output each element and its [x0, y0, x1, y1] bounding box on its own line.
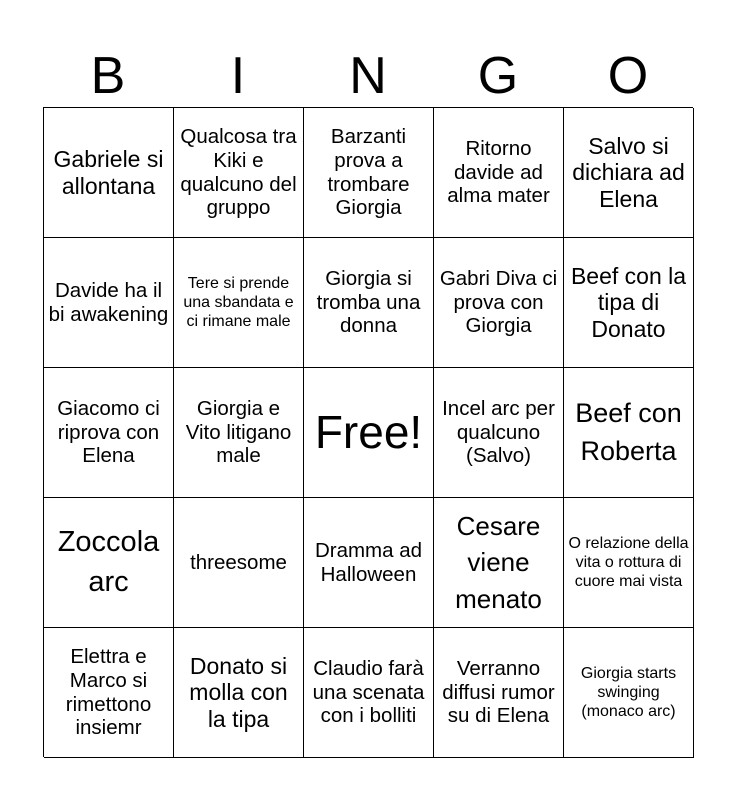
cell-text: Beef con Roberta	[575, 397, 682, 466]
cell-text: Gabriele si allontana	[53, 146, 164, 199]
bingo-cell[interactable]	[44, 368, 174, 498]
cell-text: Davide ha il bi awakening	[48, 278, 169, 326]
header-letter-b: B	[90, 47, 126, 105]
header-letter-g: G	[477, 47, 519, 105]
cell-text: Zoccola arc	[57, 526, 160, 598]
cell-text: Salvo si dichiara ad Elena	[572, 132, 685, 212]
bingo-cell[interactable]	[304, 238, 434, 368]
bingo-cell[interactable]	[174, 628, 304, 758]
cell-text: Ritorno davide ad alma mater	[447, 136, 550, 208]
bingo-cell[interactable]	[434, 628, 564, 758]
bingo-board	[43, 107, 693, 757]
cell-text: Qualcosa tra Kiki e qualcuno del gruppo	[180, 124, 297, 220]
cell-text: Dramma ad Halloween	[314, 538, 423, 586]
bingo-cell[interactable]	[304, 498, 434, 628]
header-letter-n: N	[349, 47, 387, 105]
cell-text: Incel arc per qualcuno (Salvo)	[442, 396, 555, 468]
cell-text: Gabri Diva ci prova con Giorgia	[439, 266, 558, 338]
cell-text: Giorgia si tromba una donna	[316, 266, 421, 338]
cell-text: Verranno diffusi rumor su di Elena	[442, 656, 555, 728]
bingo-cell[interactable]	[434, 108, 564, 238]
cell-text: Cesare viene menato	[455, 510, 542, 614]
bingo-cell[interactable]	[434, 368, 564, 498]
bingo-cell[interactable]	[304, 108, 434, 238]
bingo-cell[interactable]	[174, 498, 304, 628]
free-cell[interactable]	[304, 368, 434, 498]
bingo-cell[interactable]	[434, 238, 564, 368]
cell-text: threesome	[190, 550, 287, 574]
bingo-cell[interactable]	[564, 628, 694, 758]
bingo-cell[interactable]	[174, 238, 304, 368]
bingo-cell[interactable]	[564, 498, 694, 628]
cell-text: Giacomo ci riprova con Elena	[57, 396, 160, 468]
cell-text: Claudio farà una scenata con i bolliti	[312, 656, 425, 728]
bingo-cell[interactable]	[44, 628, 174, 758]
bingo-cell[interactable]	[304, 628, 434, 758]
header-letter-i: I	[230, 47, 246, 105]
cell-text: Elettra e Marco si rimettono insiemr	[65, 644, 152, 740]
bingo-cell[interactable]	[564, 108, 694, 238]
cell-text: Giorgia starts swinging (monaco arc)	[580, 664, 677, 721]
bingo-cell[interactable]	[44, 498, 174, 628]
cell-text: Barzanti prova a trombare Giorgia	[327, 124, 410, 220]
bingo-cell[interactable]	[434, 498, 564, 628]
bingo-cell[interactable]	[44, 108, 174, 238]
bingo-cell[interactable]	[564, 238, 694, 368]
bingo-cell[interactable]	[44, 238, 174, 368]
cell-text: Giorgia e Vito litigano male	[185, 396, 292, 468]
header-letter-o: O	[607, 47, 649, 105]
bingo-cell[interactable]	[174, 108, 304, 238]
bingo-cell[interactable]	[174, 368, 304, 498]
bingo-cell[interactable]	[564, 368, 694, 498]
cell-text: Beef con la tipa di Donato	[570, 262, 687, 342]
cell-text: O relazione della vita o rottura di cuore mai vista	[568, 534, 689, 591]
bingo-header	[43, 44, 693, 108]
free-cell-text: Free!	[314, 405, 423, 458]
cell-text: Donato si molla con la tipa	[189, 652, 288, 732]
cell-text: Tere si prende una sbandata e ci rimane male	[183, 274, 294, 331]
